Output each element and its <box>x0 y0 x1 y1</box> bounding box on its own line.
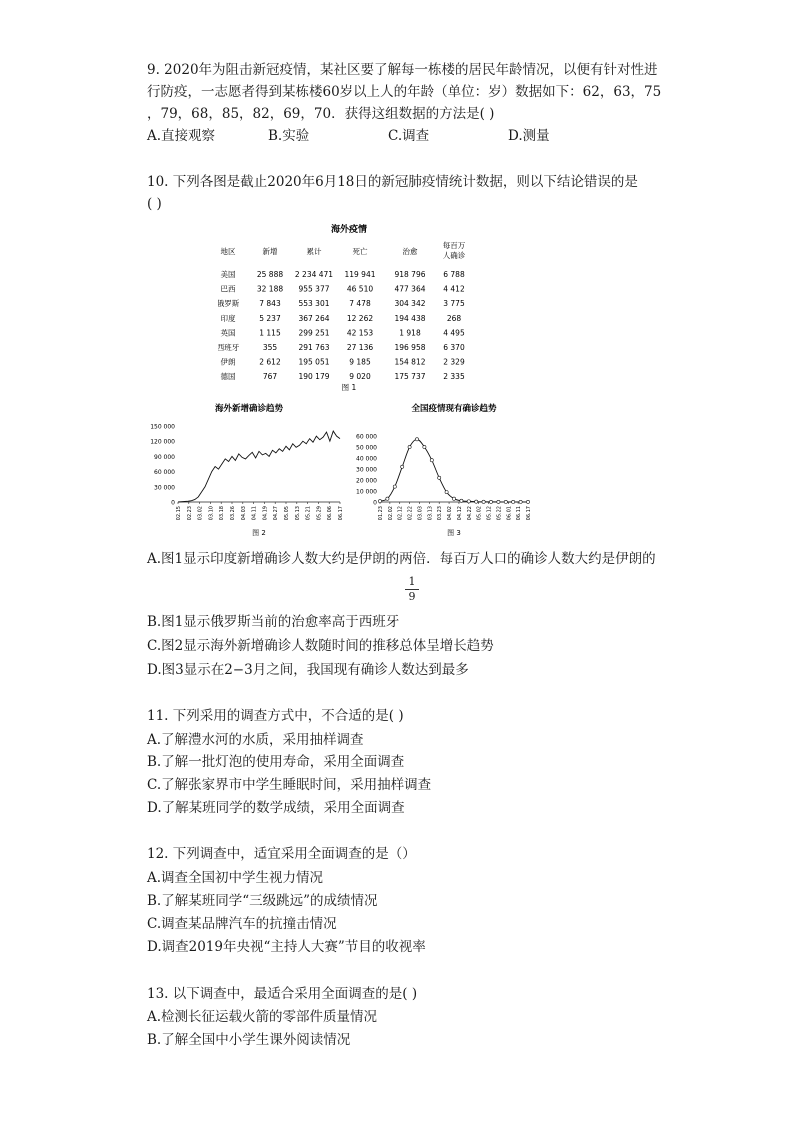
table-header-cell: 死亡 <box>352 247 368 256</box>
q9-option-c: C.调查 <box>388 128 430 144</box>
figure-2-chart <box>146 402 346 538</box>
fraction-numerator: 1 <box>408 575 416 588</box>
table-cell: 154 812 <box>394 357 426 367</box>
x-tick-label: 06.17 <box>338 506 344 521</box>
x-tick-label: 05.05 <box>284 506 290 521</box>
table-cell: 2 612 <box>259 357 281 367</box>
y-tick-label: 90 000 <box>154 453 175 461</box>
y-tick-label: 10 000 <box>356 488 377 496</box>
q10-option-d: D.图3显示在2−3月之间，我国现有确诊人数达到最多 <box>147 662 469 678</box>
table-header-cell: 治愈 <box>402 247 418 256</box>
y-tick-label: 40 000 <box>356 455 377 463</box>
series-line <box>380 439 528 502</box>
table-cell: 194 438 <box>394 313 426 323</box>
table-cell: 12 262 <box>346 313 374 323</box>
table-cell: 767 <box>262 372 278 382</box>
data-point <box>452 497 455 500</box>
q13-option-b: B.了解全国中小学生课外阅读情况 <box>147 1032 351 1048</box>
x-tick-label: 02.12 <box>397 506 404 521</box>
y-tick-label: 20 000 <box>356 477 377 485</box>
q9-option-d: D.测量 <box>508 128 550 144</box>
data-point <box>482 500 485 503</box>
q9-option-b: B.实验 <box>268 128 310 144</box>
table-cell: 32 188 <box>256 284 284 294</box>
table-cell: 伊朗 <box>220 357 236 367</box>
x-tick-label: 02.02 <box>387 506 394 521</box>
chart-title: 全国疫情现有确诊趋势 <box>411 404 497 414</box>
x-tick-label: 06.11 <box>516 506 523 521</box>
q10-stem-line-2: ( ) <box>147 196 162 212</box>
figure-3-chart <box>356 402 536 538</box>
x-tick-label: 04.11 <box>251 506 258 521</box>
table-cell: 190 179 <box>298 372 330 382</box>
table-cell: 7 478 <box>349 299 371 309</box>
table-cell: 355 <box>262 343 278 352</box>
data-point <box>504 500 507 503</box>
table-cell: 9 020 <box>349 372 371 382</box>
table-cell: 西班牙 <box>218 343 240 352</box>
y-tick-label: 0 <box>171 499 175 507</box>
data-point <box>408 445 411 448</box>
table-cell: 2 234 471 <box>294 270 334 279</box>
x-tick-label: 04.03 <box>240 506 247 521</box>
x-tick-label: 04.22 <box>466 506 473 521</box>
q11-option-a: A.了解澧水河的水质，采用抽样调查 <box>147 732 364 748</box>
q10-option-c: C.图2显示海外新增确诊人数随时间的推移总体呈增长趋势 <box>147 638 494 654</box>
table-cell: 955 377 <box>298 284 330 294</box>
q12-stem: 12. 下列调查中，适宜采用全面调查的是（） <box>147 846 416 862</box>
table-header-cell: 新增 <box>262 247 278 256</box>
table-header-cell: 每百万 <box>442 241 466 250</box>
x-tick-label: 02.22 <box>407 506 414 521</box>
table-cell: 俄罗斯 <box>218 299 240 309</box>
table-cell: 5 237 <box>259 313 281 323</box>
x-tick-label: 03.18 <box>219 506 226 521</box>
table-cell: 英国 <box>220 328 236 338</box>
table-cell: 42 153 <box>346 328 374 338</box>
y-tick-label: 120 000 <box>150 438 175 446</box>
table-cell: 918 796 <box>394 270 426 279</box>
table-cell: 175 737 <box>394 372 426 382</box>
table-header-cell: 地区 <box>220 247 236 256</box>
q10-option-b: B.图1显示俄罗斯当前的治愈率高于西班牙 <box>147 614 400 630</box>
table-cell: 553 301 <box>298 299 330 309</box>
y-tick-label: 30 000 <box>154 484 175 492</box>
table-header-cell: 人确诊 <box>442 251 466 260</box>
chart-caption: 图 2 <box>252 529 266 537</box>
table-cell: 268 <box>446 313 462 323</box>
x-tick-label: 03.26 <box>230 506 236 521</box>
data-point <box>519 500 522 503</box>
q10-stem-line-1: 10. 下列各图是截止2020年6月18日的新冠肺疫情统计数据，则以下结论错误的是 <box>147 174 638 190</box>
table-cell: 巴西 <box>220 284 236 294</box>
q9-option-a: A.直接观察 <box>147 128 216 144</box>
data-point <box>497 500 500 503</box>
data-point <box>423 445 426 448</box>
x-tick-label: 05.21 <box>305 506 312 521</box>
data-point <box>475 500 478 503</box>
q11-option-b: B.了解一批灯泡的使用寿命，采用全面调查 <box>147 754 405 770</box>
x-tick-label: 05.02 <box>476 506 483 521</box>
x-tick-label: 06.01 <box>506 506 513 521</box>
x-tick-label: 05.29 <box>316 506 323 521</box>
data-point <box>438 476 441 479</box>
table-cell: 美国 <box>220 270 236 279</box>
table-cell: 1 918 <box>399 328 421 338</box>
q11-option-c: C.了解张家界市中学生睡眠时间，采用抽样调查 <box>147 777 432 793</box>
table-cell: 4 495 <box>443 328 465 338</box>
x-tick-label: 03.02 <box>197 506 204 521</box>
data-point <box>415 438 418 441</box>
chart-title: 海外新增确诊趋势 <box>214 404 284 414</box>
table-cell: 6 788 <box>443 270 465 279</box>
table-cell: 196 958 <box>394 343 426 352</box>
q12-option-a: A.调查全国初中学生视力情况 <box>147 870 324 886</box>
table-title: 海外疫情 <box>330 225 368 235</box>
x-tick-label: 05.12 <box>486 506 493 521</box>
x-tick-label: 01.23 <box>378 506 384 521</box>
data-point <box>445 491 448 494</box>
table-cell: 2 329 <box>443 357 465 367</box>
data-point <box>460 499 463 502</box>
table-cell: 195 051 <box>298 357 330 367</box>
data-point <box>430 459 433 462</box>
q9-stem-line-3: ，79，68，85，82，69，70．获得这组数据的方法是( ) <box>147 106 495 122</box>
q12-option-b: B.了解某班同学“三级跳远”的成绩情况 <box>147 893 378 909</box>
table-cell: 4 412 <box>443 284 465 294</box>
table-cell: 德国 <box>220 372 236 382</box>
table-cell: 6 370 <box>443 343 465 352</box>
q9-stem-line-1: 9. 2020年为阻击新冠疫情，某社区要了解每一栋楼的居民年龄情况，以便有针对性进 <box>147 62 658 78</box>
q12-option-d: D.调查2019年央视“主持人大赛”节目的收视率 <box>147 939 426 955</box>
table-cell: 9 185 <box>349 357 371 367</box>
data-point <box>378 500 381 503</box>
y-tick-label: 60 000 <box>154 469 175 477</box>
fraction-denominator: 9 <box>408 590 416 603</box>
data-point <box>467 500 470 503</box>
data-point <box>401 465 404 468</box>
x-tick-label: 04.27 <box>273 506 280 521</box>
q9-stem-line-2: 行防疫，一志愿者得到某栋楼60岁以上人的年龄（单位：岁）数据如下：62，63，75 <box>147 84 662 100</box>
y-tick-label: 50 000 <box>356 444 377 452</box>
table-cell: 27 136 <box>346 343 374 352</box>
data-point <box>489 500 492 503</box>
q11-stem: 11. 下列采用的调查方式中，不合适的是( ) <box>147 708 404 724</box>
table-cell: 3 775 <box>443 299 465 309</box>
table-cell: 477 364 <box>394 284 426 294</box>
table-cell: 印度 <box>220 313 236 323</box>
table-cell: 367 264 <box>298 313 330 323</box>
x-tick-label: 05.22 <box>496 506 503 521</box>
data-point <box>512 500 515 503</box>
table-cell: 119 941 <box>344 270 376 279</box>
x-tick-label: 03.13 <box>427 506 434 521</box>
table-cell: 291 763 <box>298 343 330 352</box>
table-header-cell: 累计 <box>306 247 322 256</box>
x-tick-label: 02.15 <box>176 506 182 521</box>
x-tick-label: 04.02 <box>447 506 454 521</box>
series-line <box>178 431 340 502</box>
y-tick-label: 60 000 <box>356 433 377 441</box>
table-cell: 46 510 <box>346 284 374 294</box>
table-caption: 图 1 <box>341 383 357 392</box>
q13-stem: 13. 以下调查中，最适合采用全面调查的是( ) <box>147 986 418 1002</box>
x-tick-label: 06.06 <box>327 506 334 521</box>
x-tick-label: 03.23 <box>437 506 444 521</box>
x-tick-label: 03.10 <box>208 506 215 521</box>
x-tick-label: 06.17 <box>526 506 532 521</box>
table-cell: 2 335 <box>443 372 465 382</box>
chart-caption: 图 3 <box>447 529 461 537</box>
y-tick-label: 150 000 <box>150 423 175 431</box>
x-tick-label: 03.03 <box>417 506 424 521</box>
q13-option-a: A.检测长征运载火箭的零部件质量情况 <box>147 1009 378 1025</box>
q11-option-d: D.了解某班同学的数学成绩，采用全面调查 <box>147 800 405 816</box>
table-cell: 7 843 <box>259 299 281 309</box>
y-tick-label: 30 000 <box>356 466 377 474</box>
data-point <box>386 497 389 500</box>
x-tick-label: 02.23 <box>186 506 193 521</box>
fraction-one-ninth <box>405 576 419 603</box>
x-tick-label: 04.19 <box>262 506 269 521</box>
figure-1-table <box>218 222 480 394</box>
table-cell: 25 888 <box>256 270 284 279</box>
q12-option-c: C.调查某品牌汽车的抗撞击情况 <box>147 916 337 932</box>
q10-option-a: A.图1显示印度新增确诊人数大约是伊朗的两倍．每百万人口的确诊人数大约是伊朗的 <box>147 551 656 567</box>
table-cell: 1 115 <box>259 328 281 338</box>
data-point <box>393 485 396 488</box>
table-cell: 299 251 <box>298 328 330 338</box>
x-tick-label: 04.12 <box>456 506 463 521</box>
data-point <box>526 500 529 503</box>
x-tick-label: 05.13 <box>294 506 301 521</box>
table-cell: 304 342 <box>394 299 426 309</box>
y-tick-label: 0 <box>373 499 377 507</box>
